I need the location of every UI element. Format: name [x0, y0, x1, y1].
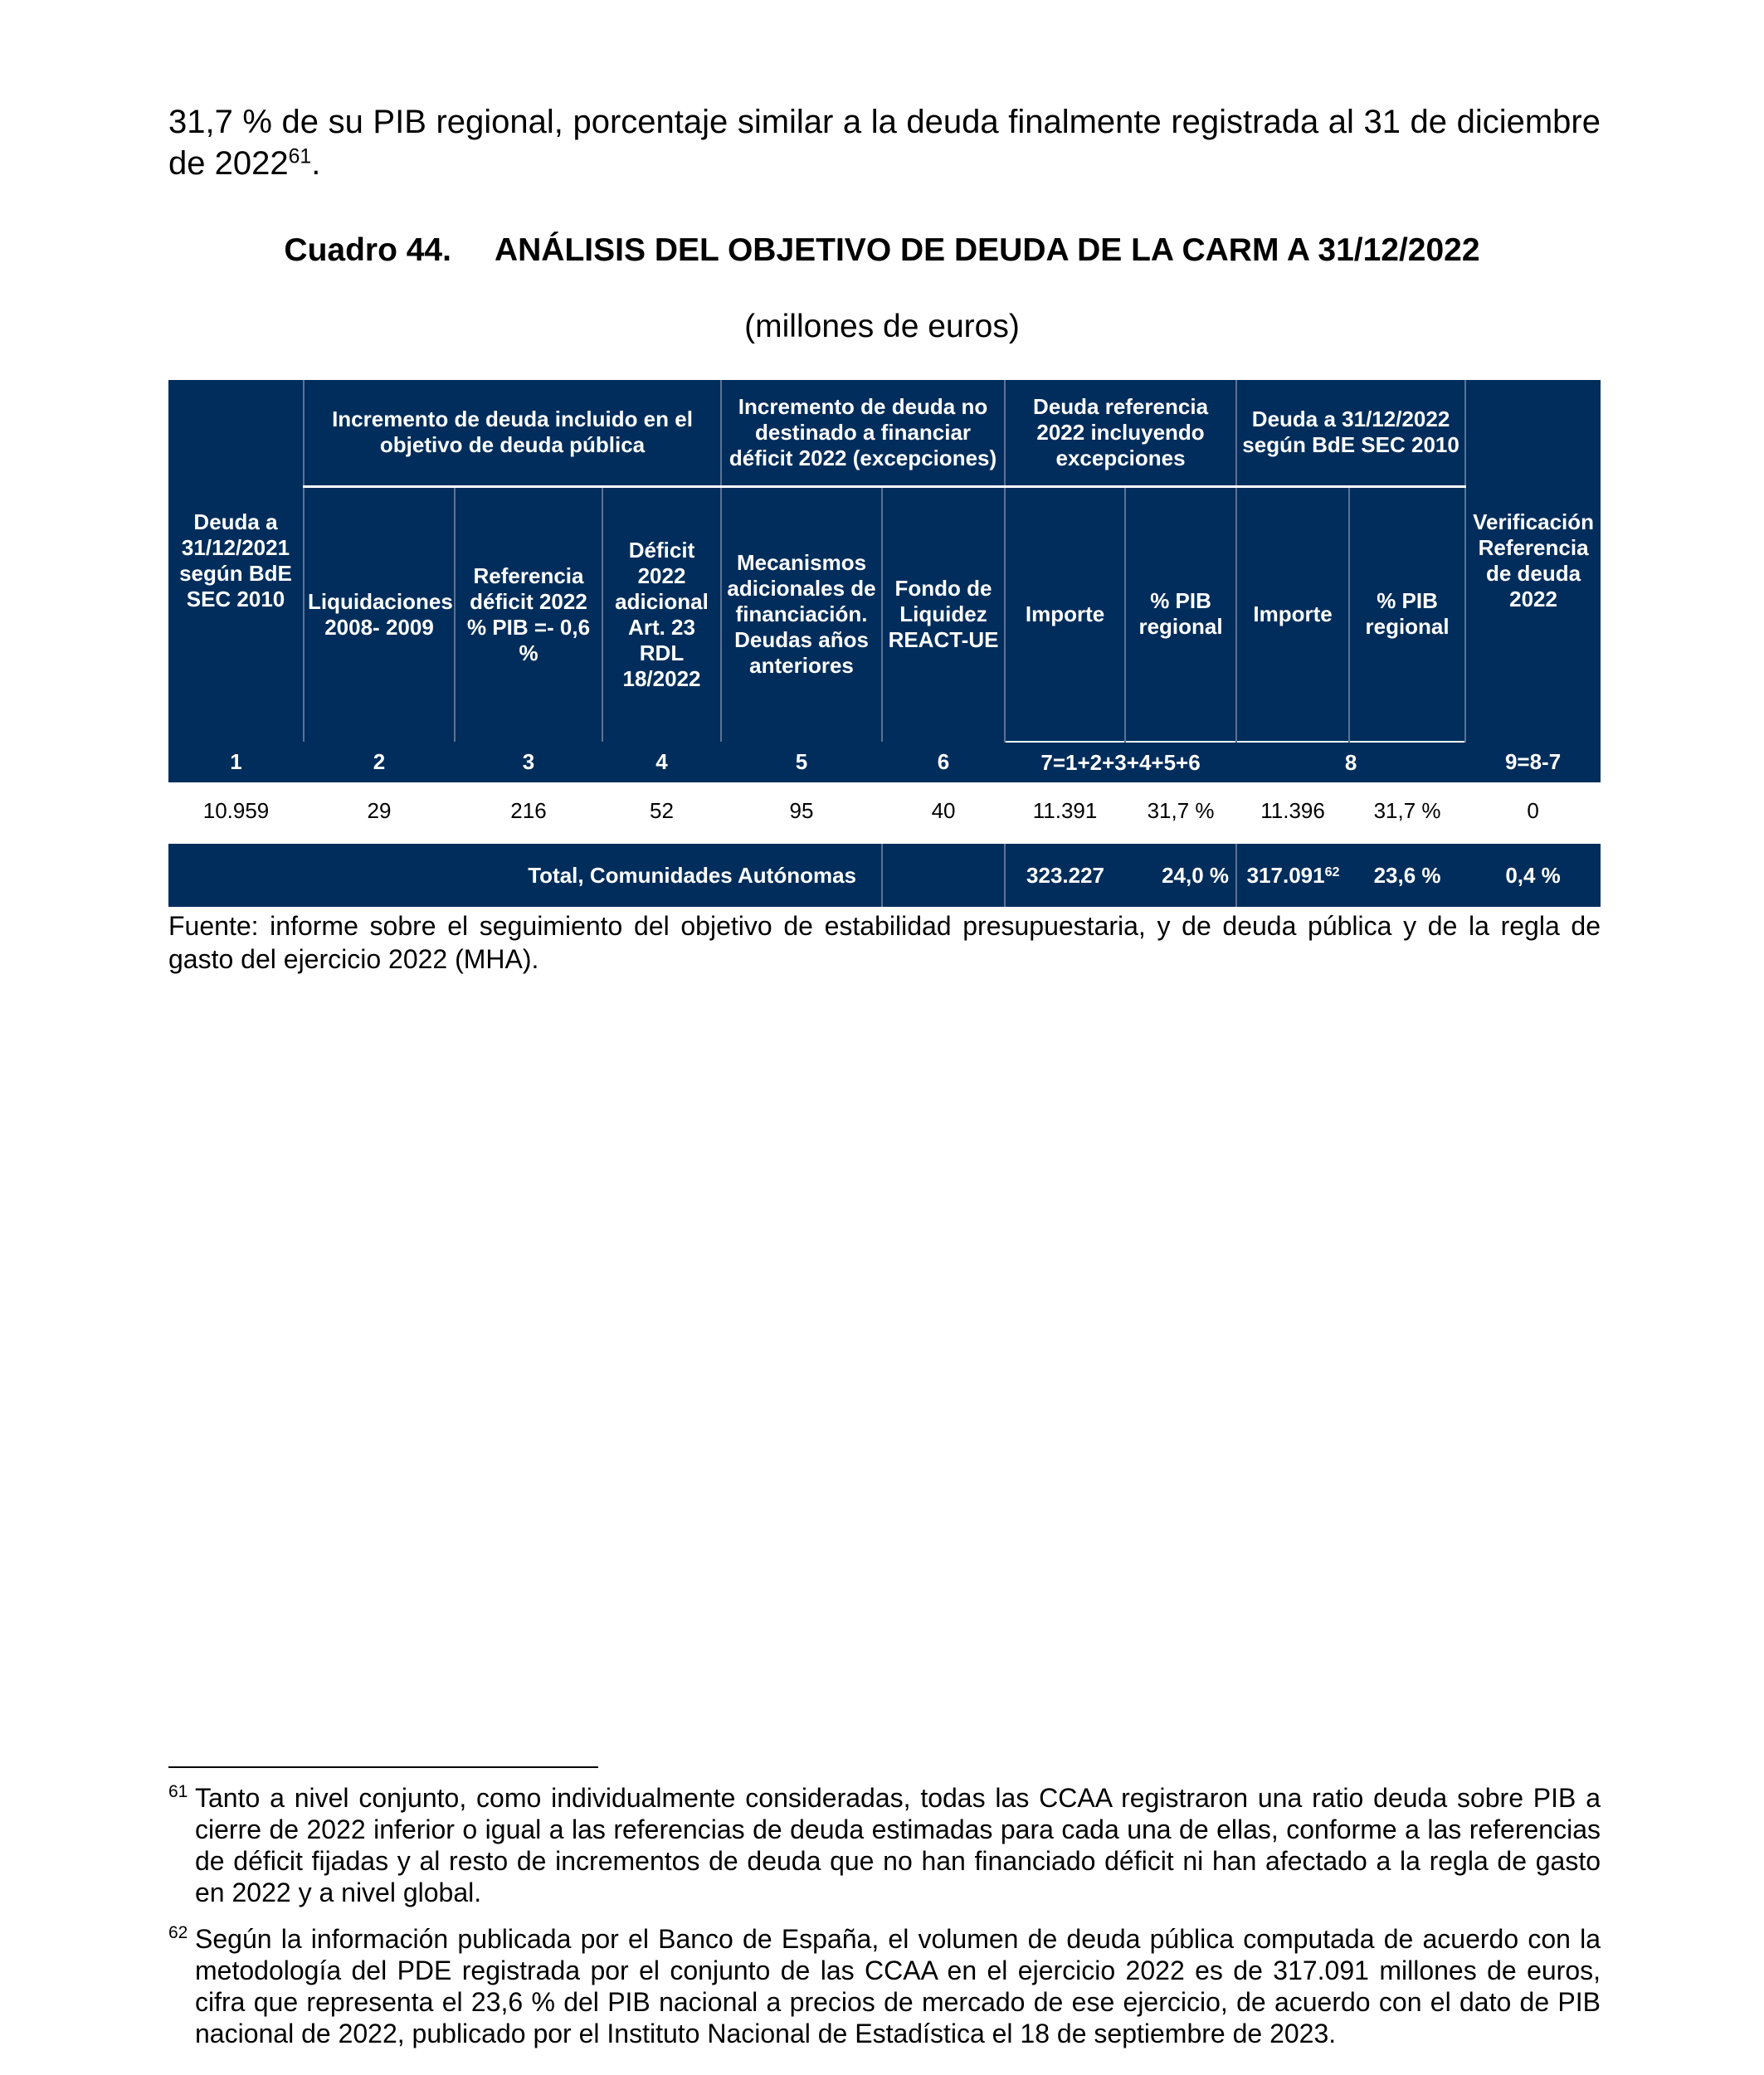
header-group-debt-2022: Deuda a 31/12/2022 según BdE SEC 2010: [1236, 380, 1465, 486]
total-verification: 0,4 %: [1465, 844, 1601, 907]
footnote-mark: 61: [168, 1782, 188, 1801]
intro-text: 31,7 % de su PIB regional, porcentaje similar a la deuda finalmente registrada al 31 de diciembre de 2022: [168, 104, 1601, 182]
total-importe-real-value: 317.091: [1246, 862, 1325, 888]
header-fondo-liquidez: Fondo de Liquidez REACT-UE: [882, 486, 1005, 742]
footnote-text: Tanto a nivel conjunto, como individualmente consideradas, todas las CCAA registraron una ratio deuda sobre PIB a cierre de 2022 inferior o igual a las referencias de deuda estimadas para cada una de ellas, conforme a las referencias de déficit fijadas y al resto de incrementos de deuda que no han financiado déficit ni han afectado a la regla de gasto en 2022 y a nivel global.: [195, 1783, 1601, 1907]
total-importe-real: [1236, 844, 1349, 907]
col-number: 7=1+2+3+4+5+6: [1005, 742, 1236, 782]
header-pib-ref: % PIB regional: [1125, 486, 1236, 742]
header-pib-real: % PIB regional: [1349, 486, 1465, 742]
header-group-included: Incremento de deuda incluido en el objetivo de deuda pública: [304, 380, 721, 486]
table-cell: 11.396: [1236, 782, 1349, 839]
table-cell: 11.391: [1005, 782, 1125, 839]
col-number: 6: [882, 742, 1005, 782]
col-number: 5: [721, 742, 882, 782]
total-label: Total, Comunidades Autónomas: [168, 844, 882, 907]
table-cell: 0: [1465, 782, 1601, 839]
footnote-mark: 62: [168, 1923, 188, 1942]
caption-number: Cuadro 44.: [284, 232, 451, 268]
table-cell: 31,7 %: [1125, 782, 1236, 839]
debt-analysis-table: [168, 380, 1601, 907]
table-cell: 216: [455, 782, 602, 839]
header-group-reference: Deuda referencia 2022 incluyendo excepciones: [1005, 380, 1236, 486]
header-group-exceptions: Incremento de deuda no destinado a financiar déficit 2022 (excepciones): [721, 380, 1005, 486]
intro-paragraph: [168, 101, 1601, 184]
footnote-text: Según la información publicada por el Banco de España, el volumen de deuda pública computada de acuerdo con la metodología del PDE registrada por el conjunto de las CCAA en el ejercicio 2022 es de 317.091 millones de euros, cifra que representa el 23,6 % del PIB nacional a precios de mercado de ese ejercicio, de acuerdo con el dato de PIB nacional de 2022, publicado por el Instituto Nacional de Estadística el 18 de septiembre de 2023.: [195, 1924, 1601, 2048]
col-number: 1: [168, 742, 304, 782]
header-debt-2021: Deuda a 31/12/2021 según BdE SEC 2010: [168, 380, 304, 742]
header-verification: Verificación Referencia de deuda 2022: [1465, 380, 1601, 742]
column-numbers-row: [168, 742, 1601, 782]
total-importe-ref: 323.227: [1005, 844, 1125, 907]
header-liquidaciones: Liquidaciones 2008- 2009: [304, 486, 455, 742]
table-cell-empty: [882, 844, 1005, 907]
col-number: 9=8-7: [1465, 742, 1601, 782]
table-cell: 52: [602, 782, 721, 839]
table-source: Fuente: informe sobre el seguimiento del objetivo de estabilidad presupuestaria, y de deuda pública y de la regla de gasto del ejercicio 2022 (MHA).: [168, 911, 1601, 974]
total-pib-real: 23,6 %: [1349, 844, 1465, 907]
total-row: [168, 844, 1601, 907]
col-number: 8: [1236, 742, 1465, 782]
table-caption: [0, 232, 1764, 269]
footnote-ref-62[interactable]: 62: [1324, 864, 1340, 879]
footnote-61: [168, 1782, 1601, 1908]
table-cell: 10.959: [168, 782, 304, 839]
header-deficit-adicional: Déficit 2022 adicional Art. 23 RDL 18/2022: [602, 486, 721, 742]
intro-end: .: [311, 145, 321, 182]
table-cell: 40: [882, 782, 1005, 839]
table-units: (millones de euros): [744, 309, 1020, 344]
table-cell: 31,7 %: [1349, 782, 1465, 839]
footnote-62: [168, 1923, 1601, 2049]
caption-title: ANÁLISIS DEL OBJETIVO DE DEUDA DE LA CARM A 31/12/2022: [494, 232, 1480, 268]
col-number: 4: [602, 742, 721, 782]
table-cell: 95: [721, 782, 882, 839]
col-number: 3: [455, 742, 602, 782]
header-importe-real: Importe: [1236, 486, 1349, 742]
header-mecanismos: Mecanismos adicionales de financiación. Deudas años anteriores: [721, 486, 882, 742]
col-number: 2: [304, 742, 455, 782]
footnote-ref-61[interactable]: 61: [288, 145, 312, 168]
total-pib-ref: 24,0 %: [1125, 844, 1236, 907]
table-row: [168, 782, 1601, 839]
header-referencia-deficit: Referencia déficit 2022 % PIB =- 0,6 %: [455, 486, 602, 742]
header-importe-ref: Importe: [1005, 486, 1125, 742]
table-cell: 29: [304, 782, 455, 839]
footnote-divider: [168, 1766, 598, 1768]
